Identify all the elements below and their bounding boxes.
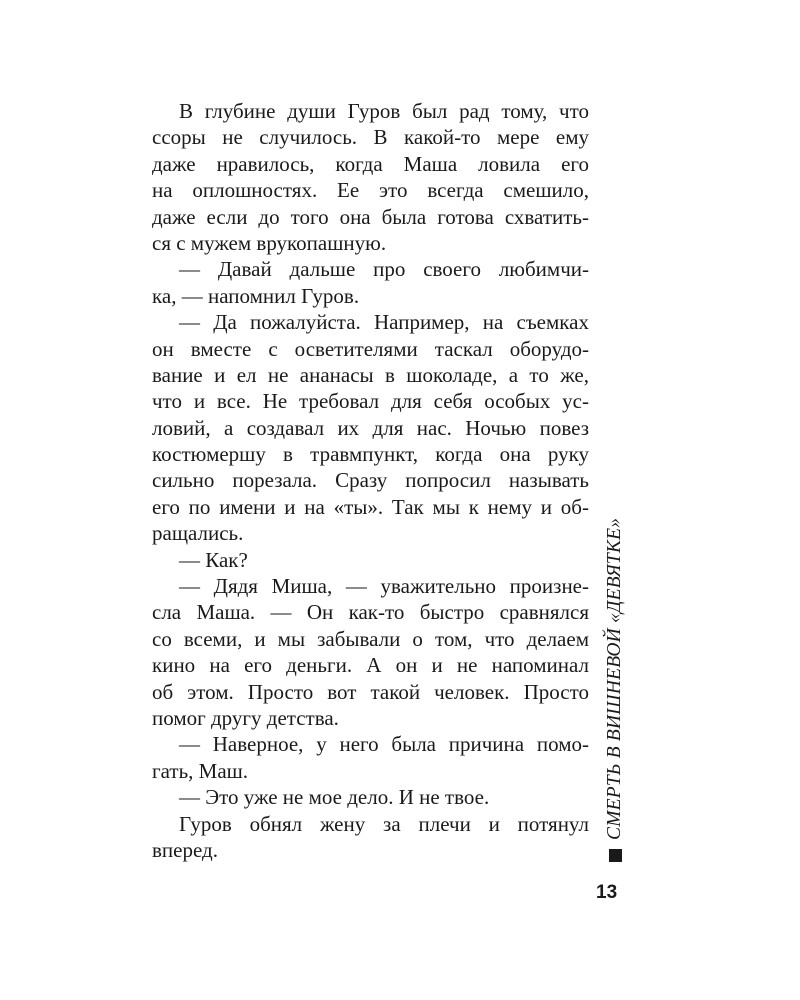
text-line: костюмершу в травмпункт, когда она руку bbox=[152, 442, 589, 467]
text-line: вперед. bbox=[152, 837, 218, 862]
text-line: ссоры не случилось. В какой-то мере ему bbox=[152, 125, 589, 150]
text-line: ка, — напомнил Гуров. bbox=[152, 283, 360, 308]
text-line: гать, Маш. bbox=[152, 758, 249, 783]
text-line: Гуров обнял жену за плечи и потянул bbox=[179, 811, 589, 836]
square-bullet-icon bbox=[609, 849, 622, 862]
text-line: кино на его деньги. А он и не напоминал bbox=[152, 653, 589, 678]
text-line: — Да пожалуйста. Например, на съемках bbox=[179, 310, 589, 335]
running-head-title: СМЕРТЬ В ВИШНЕВОЙ «ДЕВЯТКЕ» bbox=[604, 517, 625, 840]
text-line: — Давай дальше про своего любимчи- bbox=[179, 257, 589, 282]
body-text bbox=[152, 98, 589, 863]
text-line: — Дядя Миша, — уважительно произне- bbox=[179, 574, 589, 599]
running-head bbox=[603, 517, 627, 862]
text-line: — Наверное, у него была причина помо- bbox=[179, 732, 589, 757]
text-line: он вместе с осветителями таскал оборудо- bbox=[152, 336, 589, 361]
text-line: на оплошностях. Ее это всегда смешило, bbox=[152, 178, 589, 203]
text-line: помог другу детства. bbox=[152, 705, 339, 730]
text-line: даже если до того она была готова схватить- bbox=[152, 204, 589, 229]
text-line: об этом. Просто вот такой человек. Просто bbox=[152, 679, 589, 704]
text-line: ся с мужем врукопашную. bbox=[152, 230, 387, 255]
text-line: сла Маша. — Он как-то быстро сравнялся bbox=[152, 600, 589, 625]
text-line: — Это уже не мое дело. И не твое. bbox=[179, 785, 490, 810]
page-number: 13 bbox=[596, 882, 618, 903]
text-line: его по имени и на «ты». Так мы к нему и об- bbox=[152, 494, 589, 519]
text-line: даже нравилось, когда Маша ловила его bbox=[152, 151, 589, 176]
text-line: ращались. bbox=[152, 521, 244, 546]
text-line: ловий, а создавал их для нас. Ночью повез bbox=[152, 415, 589, 440]
text-line: со всеми, и мы забывали о том, что делаем bbox=[152, 626, 589, 651]
text-line: В глубине души Гуров был рад тому, что bbox=[179, 99, 589, 123]
text-line: сильно порезала. Сразу попросил называть bbox=[152, 468, 589, 493]
text-line: что и все. Не требовал для себя особых ус- bbox=[152, 389, 589, 414]
text-line: — Как? bbox=[179, 547, 248, 572]
text-line: вание и ел не ананасы в шоколаде, а то же, bbox=[152, 362, 589, 387]
